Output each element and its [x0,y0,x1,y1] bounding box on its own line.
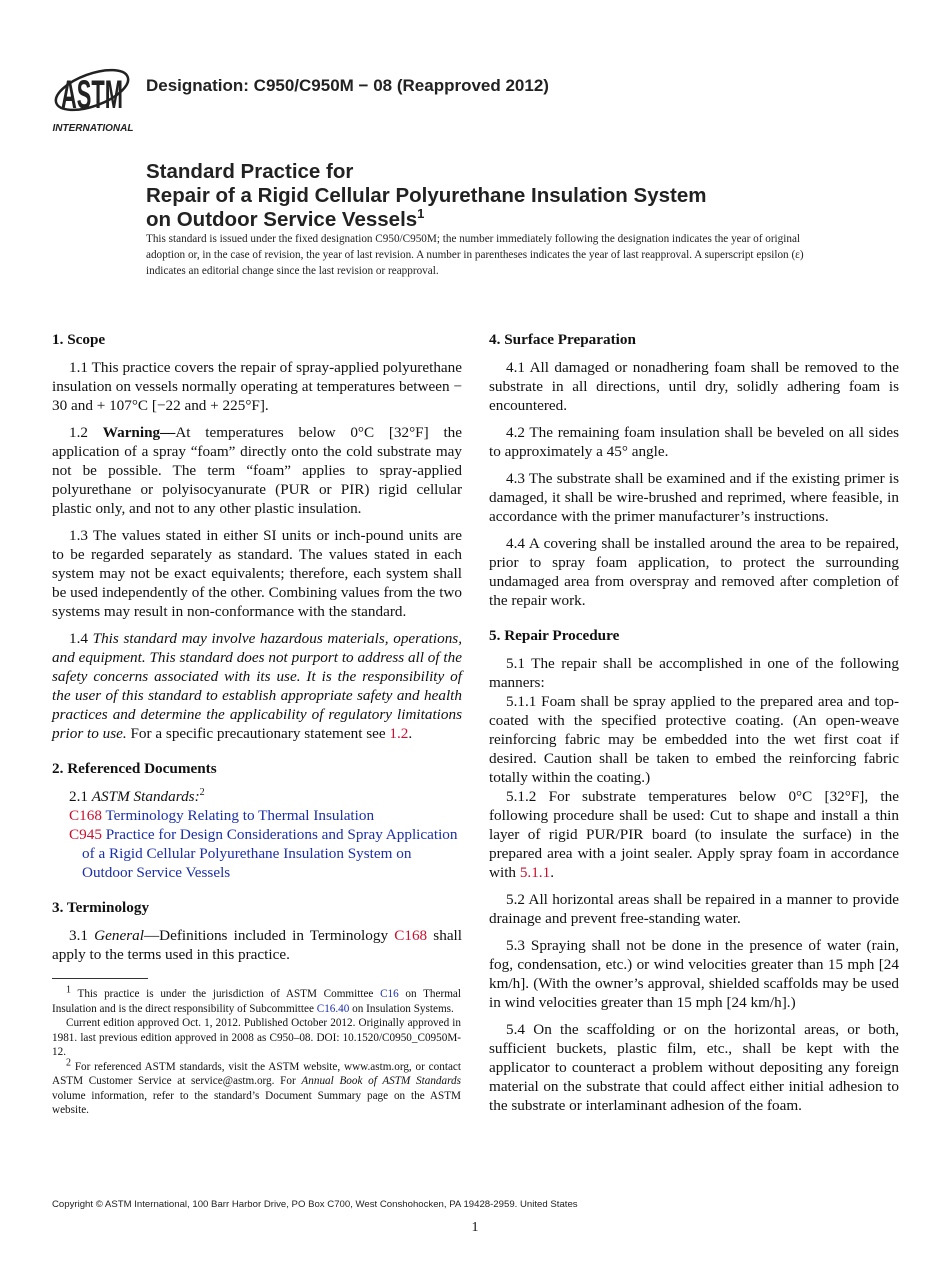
footnote-divider [52,978,148,979]
title-line [146,208,706,232]
para-number: 1.2 [69,424,103,441]
reference-item[interactable] [52,825,462,882]
para-text: 5.1.2 For substrate temperatures below 0°C [32°F], the following procedure shall be used: Cut to shape and install a thin layer of rigid PUR/PIR board (to insulate the surface) in the prepared area with a joint sealer. Apply spray foam in accordance with [489,788,899,881]
left-column [52,330,462,972]
footnote [52,1056,461,1118]
paragraph: 4.3 The substrate shall be examined and if the existing primer is damaged, it shall be wire-brushed and reprimed, where feasible, in accordance with the primer manufacturer’s instructions. [489,470,899,525]
section-heading: 3. Terminology [52,899,150,916]
title-line: Standard Practice for [146,160,354,183]
para-number: 1.4 [69,630,93,647]
reference-item[interactable] [52,806,462,825]
para-number: 2.1 [69,788,92,805]
paragraph [489,787,899,882]
section-heading: 4. Surface Preparation [489,331,636,348]
issuance-note: This standard is issued under the fixed designation C950/C950M; the number immediately following the designation indicates the year of original adoption or, in the case of revision, the year of last revision. A number in parentheses indicates the year of last reapproval. A superscript epsilon (ε) indicates an editorial change since the last revision or reapproval. [146,233,804,277]
footnote: Current edition approved Oct. 1, 2012. Published October 2012. Originally approved in 1981. last previous edition approved in 2008 as C950–08. DOI: 10.1520/C0950_C0950M-12. [52,1017,461,1058]
paragraph: 5.1.1 Foam shall be spray applied to the prepared area and top-coated with the specified protective coating. (An open-weave reinforcing fabric may be embedded into the wet first coat if desired. Caution shall be taken to embed the reinforcing fabric totally within the coating.) [489,693,899,786]
footnote-text: This practice is under the jurisdiction of ASTM Committee [71,988,381,1000]
document-title [146,160,706,232]
section-link[interactable]: 5.1.1 [519,864,551,881]
svg-text:ASTM: ASTM [61,73,123,117]
paragraph: 1.3 The values stated in either SI units or inch-pound units are to be regarded separately as standard. The values stated in each system may not be exact equivalents; therefore, each system shall be used independently of the other. Combining values from the two systems may result in non-conformance with the standard. [52,527,462,620]
safety-caveat: This standard may involve hazardous materials, operations, and equipment. This standard does not purport to address all of the safety concerns associated with its use. It is the responsibility of the user of this standard to establish appropriate safety and health practices and determine the applicability of regulatory limitations prior to use. [52,630,463,742]
footnote-mark: 2 [66,1056,71,1068]
page-number: 1 [471,1220,479,1235]
svg-text:INTERNATIONAL: INTERNATIONAL [52,123,134,134]
paragraph [52,926,462,964]
para-number: 3.1 [69,927,95,944]
para-text: At temperatures below 0°C [32°F] the application of a spray “foam” directly onto the cold substrate may not be possible. The term “foam” applies to spray-applied polyurethane or polyisocyanurate (PUR or PIR) rigid cellular plastic only, and not to any other plastic insulation. [52,424,462,517]
paragraph: 4.2 The remaining foam insulation shall be beveled on all sides to approximately a 45° angle. [489,424,899,460]
warning-label: Warning— [102,424,176,441]
paragraph: 5.2 All horizontal areas shall be repaired in a manner to provide drainage and prevent free-standing water. [489,891,899,927]
footnotes [52,984,461,1118]
paragraph [52,423,462,518]
reference-code-link[interactable]: C168 [69,807,102,824]
reference-title-link[interactable]: Practice for Design Considerations and Spray Application of a Rigid Cellular Polyurethane Insulation System on Outdoor Service Vessels [82,826,458,881]
para-text: shall apply to the terms used in this practice. [52,927,462,963]
reference-title-link[interactable]: Terminology Relating to Thermal Insulation [105,807,375,824]
paragraph: 5.1 The repair shall be accomplished in one of the following manners: [489,655,899,691]
para-text: ASTM Standards: [91,788,200,805]
para-text: . [550,864,554,881]
para-text: . [408,725,413,742]
footnote-mark: 1 [417,206,425,222]
paragraph: 4.4 A covering shall be installed around the area to be repaired, prior to spray foam application, to protect the surrounding undamaged area from overspray and removed after completion of the repair work. [489,535,899,609]
paragraph: 5.4 On the scaffolding or on the horizontal areas, or both, sufficient buckets, plastic film, etc., shall be kept with the applicator to counteract a problem without depositing any foreign material on the substrate that could affect either initial adhesion to the substrate or interlaminant adhesion of the foam. [489,1021,899,1114]
copyright-footer: Copyright © ASTM International, 100 Barr Harbor Drive, PO Box C700, West Conshohocken, PA 19428-2959. United States [52,1199,578,1210]
para-text: —Definitions included in Terminology [143,927,395,944]
footnote-text: volume information, refer to the standard’s Document Summary page on the ASTM website. [52,1089,461,1116]
designation: Designation: C950/C950M − 08 (Reapproved 2012) [146,76,549,95]
section-heading: 5. Repair Procedure [489,627,620,644]
footnote-text: on Thermal Insulation and is the direct responsibility of Subcommittee [52,988,461,1015]
section-link[interactable]: 1.2 [389,725,409,742]
title-text: on Outdoor Service Vessels [146,208,418,231]
title-line: Repair of a Rigid Cellular Polyurethane Insulation System [146,184,707,207]
footnote-text: Annual Book of ASTM Standards [301,1075,461,1087]
term: General [94,927,144,944]
footnote [52,984,461,1016]
committee-link[interactable]: C16 [380,988,399,1000]
footnote-text: For referenced ASTM standards, visit the ASTM website, www.astm.org, or contact ASTM Customer Service at service@astm.org. For [52,1060,461,1087]
section-heading: 2. Referenced Documents [52,760,217,777]
paragraph: 5.3 Spraying shall not be done in the presence of water (rain, fog, condensation, etc.) or wind velocities greater than 15 mph [24 km/h]. (With the owner’s approval, shielded scaffolds may be used in wind velocities greater than 15 mph [24 km/h].) [489,937,899,1011]
footnote-mark: 1 [66,984,71,996]
paragraph [52,629,462,743]
paragraph [52,787,462,806]
paragraph: 4.1 All damaged or nonadhering foam shall be removed to the substrate in all directions, until dry, solidly adhering foam is encountered. [489,359,899,414]
footnote-mark: 2 [199,786,205,798]
reference-code-link[interactable]: C168 [394,927,428,944]
right-column [489,330,899,1123]
para-text: For a specific precautionary statement see [126,725,390,742]
paragraph: 1.1 This practice covers the repair of spray-applied polyurethane insulation on vessels normally operating at temperatures between − 30 and + 107°C [−22 and + 225°F]. [52,359,462,414]
reference-code-link[interactable]: C945 [69,826,102,843]
section-heading: 1. Scope [52,331,106,348]
footnote-text: on Insulation Systems. [349,1002,454,1015]
subcommittee-link[interactable]: C16.40 [316,1002,350,1015]
astm-logo [52,56,134,134]
